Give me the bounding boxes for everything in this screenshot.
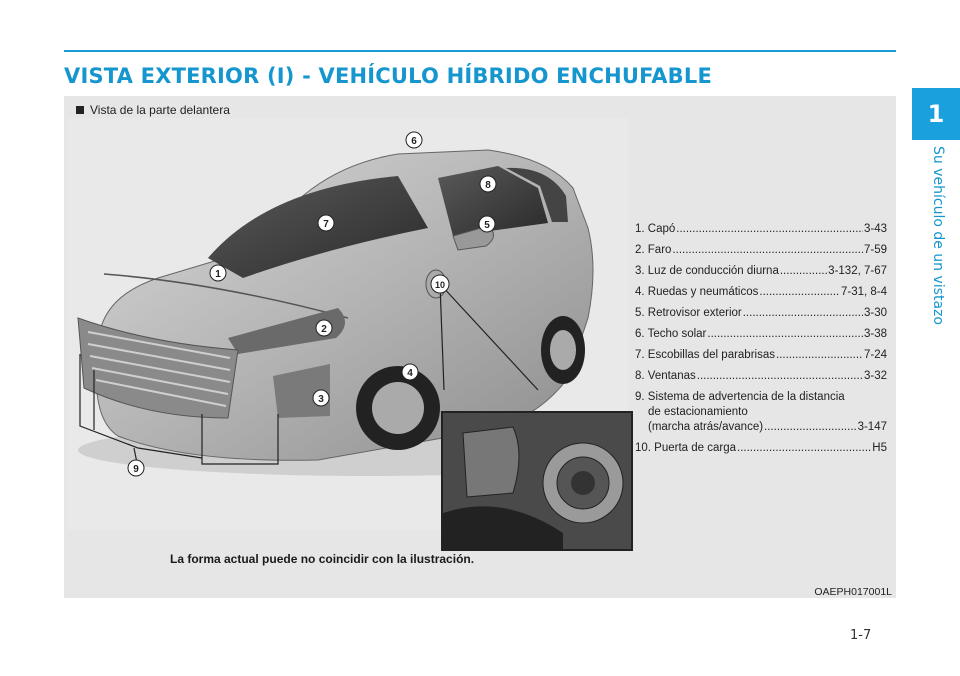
callout-9: 9: [133, 464, 139, 475]
figure-panel: [64, 96, 896, 598]
page-number: 1-7: [850, 628, 872, 643]
callout-8: 8: [485, 180, 491, 191]
front-rim: [372, 382, 424, 434]
legend-item: 10. Puerta de carga ..... H5: [635, 441, 887, 456]
header-rule: [64, 50, 896, 52]
square-bullet-icon: [76, 106, 84, 114]
rear-rim: [550, 330, 576, 370]
legend-item: 8. Ventanas ..... 3-32: [635, 369, 887, 384]
callout-5: 5: [484, 220, 490, 231]
car-illustration: [68, 118, 628, 530]
callout-6: 6: [411, 136, 417, 147]
callout-1: 1: [215, 269, 221, 280]
page-title: VISTA EXTERIOR (I) - VEHÍCULO HÍBRIDO ENCHUFABLE: [64, 64, 713, 88]
legend-item: 4. Ruedas y neumáticos ..... 7-31, 8-4: [635, 285, 887, 300]
callout-7: 7: [323, 219, 329, 230]
disclaimer: La forma actual puede no coincidir con la ilustración.: [170, 552, 475, 566]
legend-list: [635, 222, 887, 462]
chapter-tab[interactable]: 1: [912, 88, 960, 140]
charge-port-inset: [441, 411, 633, 551]
legend-item: 7. Escobillas del parabrisas ..... 7-24: [635, 348, 887, 363]
figure-code: OAEPH017001L: [814, 586, 892, 598]
legend-item: 9. Sistema de advertencia de la distancia de estacionamiento (marcha atrás/avance) ..... 3-147: [635, 390, 887, 435]
view-label: [76, 103, 230, 117]
legend-item: 2. Faro ..... 7-59: [635, 243, 887, 258]
legend-item: 6. Techo solar ..... 3-38: [635, 327, 887, 342]
callout-2: 2: [321, 324, 327, 335]
callout-3: 3: [318, 394, 324, 405]
view-label-text: Vista de la parte delantera: [90, 103, 230, 117]
callout-10: 10: [434, 280, 446, 290]
chapter-title: Su vehículo de un vistazo: [930, 146, 946, 325]
legend-item: 1. Capó ..... 3-43: [635, 222, 887, 237]
legend-item: 3. Luz de conducción diurna ..... 3-132, 7-67: [635, 264, 887, 279]
charge-port-drawing: [443, 413, 631, 549]
legend-item: 5. Retrovisor exterior ..... 3-30: [635, 306, 887, 321]
callout-4: 4: [407, 368, 413, 379]
